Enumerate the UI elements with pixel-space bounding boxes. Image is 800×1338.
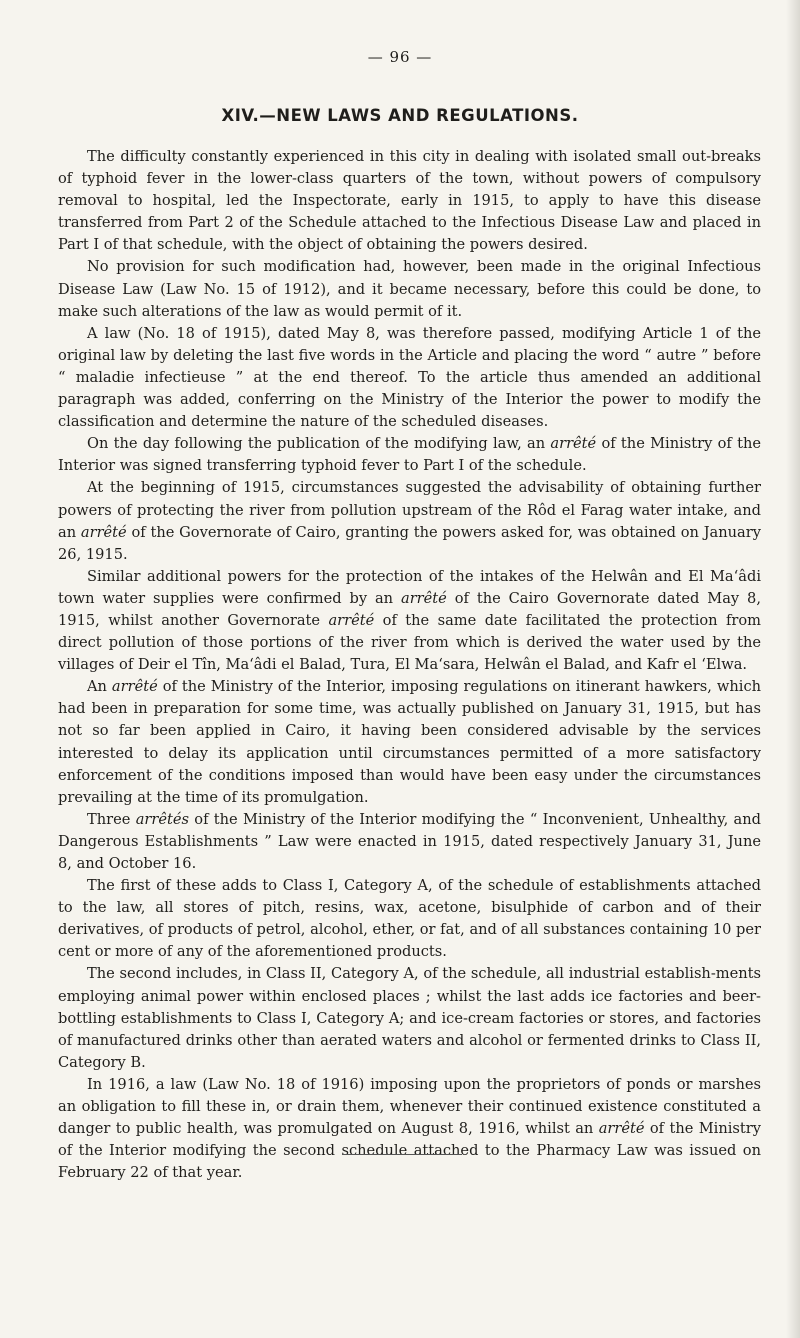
paragraph [58,477,761,565]
text-run: of the Ministry of the Interior modifying the “ Inconvenient, Unhealthy, and Dangerous Establishments ” Law were enacted in 1915, dated respectively January 31, June 8, and October 16. [58,810,761,872]
section-heading: XIV.—NEW LAWS AND REGULATIONS. [221,106,579,125]
paragraph [58,875,761,963]
paragraph [58,323,761,433]
italic-term: arrêtés [135,810,189,828]
text-run: of the Ministry of the Interior, imposing regulations on itinerant hawkers, which had been in preparation for some time, was actually published on January 31, 1915, but has not so far been applied in Cairo, it having been considered advisable by the services interested to delay its application until circumstances permitted of a more satisfactory enforcement of the conditions imposed than would have been easy under the circumstances prevailing at the time of its promulgation. [58,678,762,806]
text-run: of the same date facilitated the protection from direct pollution of those portions of the river from which is derived the water used by the villages of Deir el Tîn, Ma‘âdi el Balad, Tura, El Ma‘sara, Helwân el Balad, and Kafr el ‘Elwa. [58,611,761,674]
italic-term: arrêté [550,435,597,453]
document-body [58,146,761,1184]
text-run: The difficulty constantly experienced in this city in dealing with isolated small out-breaks of typhoid fever in the lower-class quarters of the town, without powers of compulsory removal to hospital, led the Inspectorate, early in 1915, to apply to have this disease transferred from Part 2 of the Schedule attached to the Infectious Disease Law and placed in Part I of that schedule, with the object of obtaining the powers desired. [58,148,761,254]
paragraph [58,809,761,875]
italic-term: arrêté [80,523,127,541]
paragraph [58,1074,761,1184]
end-rule [342,1154,462,1155]
italic-term: arrêté [328,611,375,629]
italic-term: arrêté [598,1120,645,1138]
text-run: In 1916, a law (Law No. 18 of 1916) imposing upon the proprietors of ponds or marshes an obligation to fill these in, or drain them, whenever their continued existence constituted a danger to public health, was promulgated on August 8, 1916, whilst an [58,1075,761,1138]
text-run: of the Ministry of the Interior modifying the second schedule attached to the Pharmacy Law was issued on February 22 of that year. [58,1120,761,1182]
paragraph [58,566,761,676]
paragraph [58,433,761,477]
text-run: of the Cairo Governorate dated May 8, 1915, whilst another Governorate [58,589,761,629]
page-number: — 96 — [367,48,433,66]
text-run: of the Governorate of Cairo, granting the powers asked for, was obtained on January 26, 1915. [58,523,761,563]
text-run: of the Ministry of the Interior was signed transferring typhoid fever to Part I of the schedule. [58,435,762,475]
page-edge-shadow [786,0,800,1338]
text-run: At the beginning of 1915, circumstances suggested the advisability of obtaining further powers of protecting the river from pollution upstream of the Rôd el Farag water intake, and an [58,479,761,541]
paragraph [58,256,761,322]
text-run: On the day following the publication of the modifying law, an [87,435,551,453]
paragraph [58,963,761,1073]
paragraph [58,146,761,256]
text-run: A law (No. 18 of 1915), dated May 8, was therefore passed, modifying Article 1 of the original law by deleting the last five words in the Article and placing the word “ autre ” before “ maladie infectieuse ” at the end thereof. To the article thus amended an additional paragraph was added, conferring on the Ministry of the Interior the power to modify the classification and determine the nature of the scheduled diseases. [58,324,761,431]
text-run: Three [87,810,136,828]
text-run: An [87,678,112,696]
text-run: No provision for such modification had, however, been made in the original Infectious Disease Law (Law No. 15 of 1912), and it became necessary, before this could be done, to make such alterations of the law as would permit of it. [58,258,761,320]
text-run: The first of these adds to Class I, Category A, of the schedule of establishments attached to the law, all stores of pitch, resins, wax, acetone, bisulphide of carbon and of their derivatives, of products of petrol, alcohol, ether, or fat, and of all substances containing 10 per cent or more of any of the aforementioned products. [58,877,761,961]
italic-term: arrêté [111,678,158,696]
italic-term: arrêté [401,589,447,607]
paragraph [58,676,761,809]
text-run: The second includes, in Class II, Category A, of the schedule, all industrial establish-ments employing animal power within enclosed places ; whilst the last adds ice factories and beer-bottling establishments to Class I, Category A; and ice-cream factories or stores, and factories of manufactured drinks other than aerated waters and alcohol or fermented drinks to Class II, Category B. [58,965,761,1071]
text-run: Similar additional powers for the protection of the intakes of the Helwân and El Ma‘âdi town water supplies were confirmed by an [58,567,761,607]
